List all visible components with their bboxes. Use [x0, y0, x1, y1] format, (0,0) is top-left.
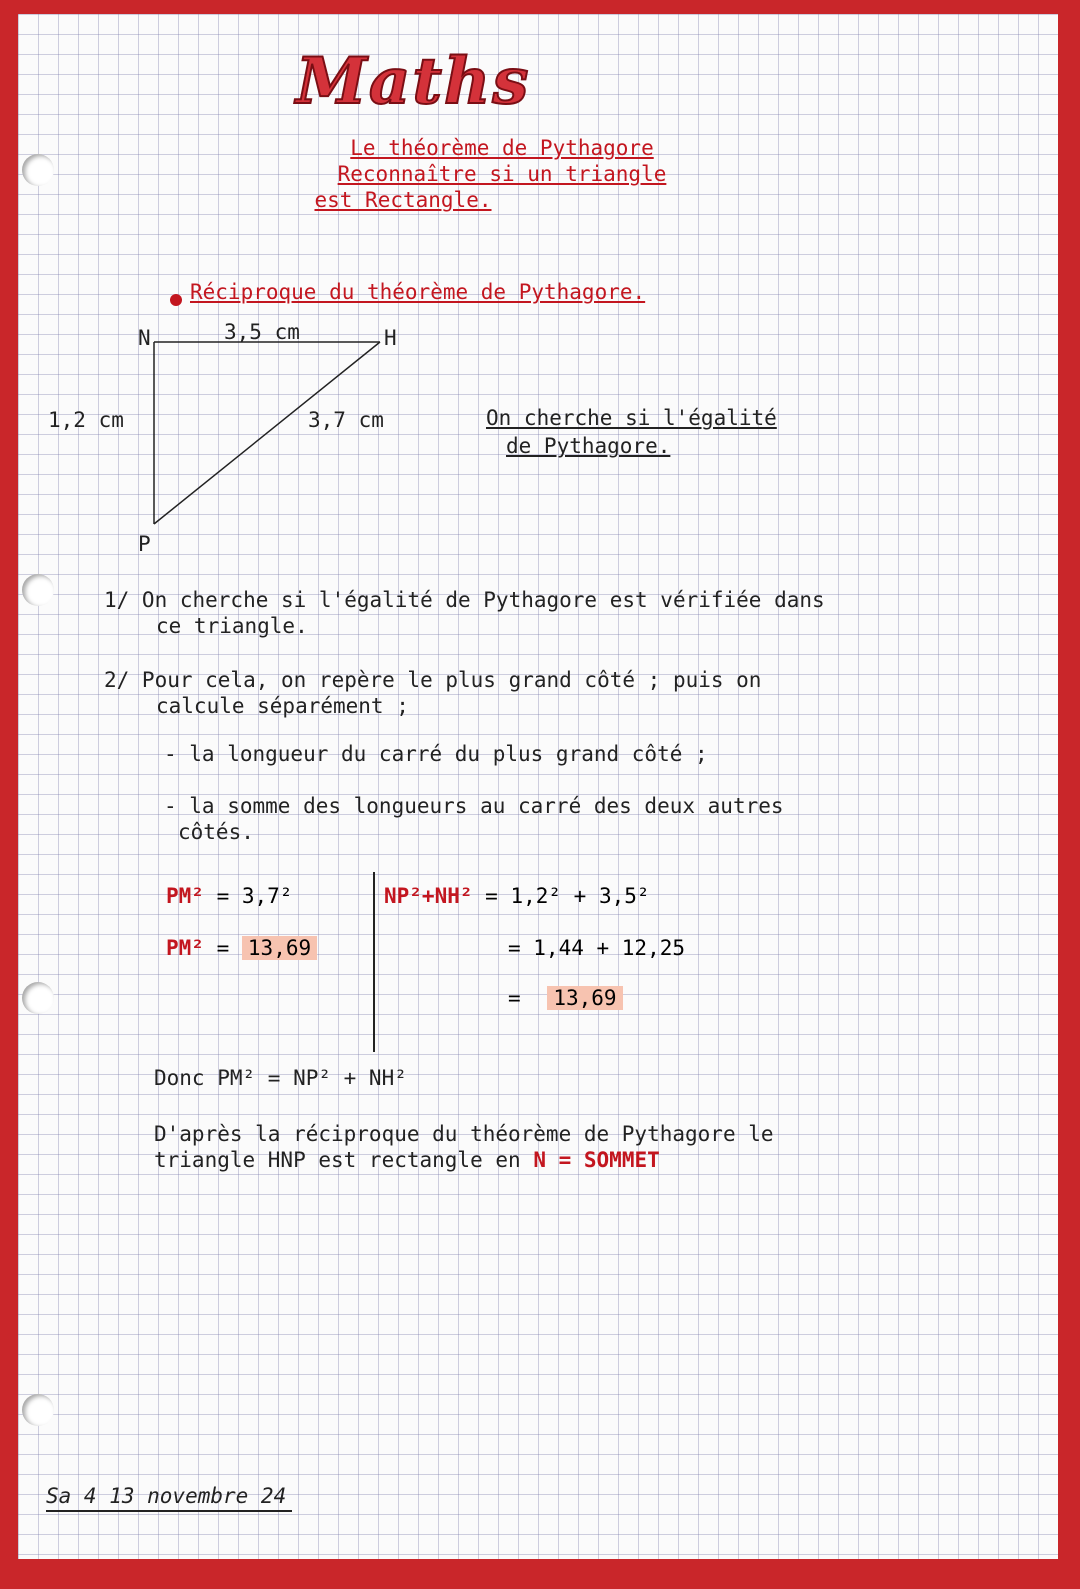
left-equation-1 [166, 884, 292, 908]
dash-item-2-line-2: côtés. [178, 820, 254, 844]
binder-hole [22, 574, 54, 606]
left-lhs-2: PM² [166, 936, 204, 960]
dash-item-2-line-1: - la somme des longueurs au carré des deux autres [164, 794, 784, 818]
right-triangle-figure [18, 14, 1058, 574]
right-equation-3 [508, 986, 623, 1010]
right-rhs-3-eq: = [508, 986, 521, 1010]
step-2-line-2: calcule séparément ; [156, 694, 409, 718]
left-lhs-1: PM² [166, 884, 204, 908]
subtitle-line-1: Le théorème de Pythagore [350, 136, 654, 160]
conclusion-line-3 [154, 1148, 660, 1172]
subtitle-line-3: est Rectangle. [314, 188, 492, 212]
conclusion-line-2: D'après la réciproque du théorème de Pythagore le [154, 1122, 774, 1146]
date-footer: Sa 4 13 novembre 24 [46, 1484, 292, 1512]
conclusion-line-3-text: triangle HNP est rectangle en [154, 1148, 521, 1172]
right-equation-2: = 1,44 + 12,25 [508, 936, 686, 960]
aside-note-line-2: de Pythagore. [506, 434, 671, 458]
step-2-line-1: 2/ Pour cela, on repère le plus grand côté ; puis on [104, 668, 762, 692]
right-equation-1 [384, 884, 650, 908]
step-1-line-1: 1/ On cherche si l'égalité de Pythagore est vérifiée dans [104, 588, 825, 612]
side-nh-length: 3,5 cm [224, 320, 300, 344]
section-heading: Réciproque du théorème de Pythagore. [190, 280, 646, 304]
side-ph-line [154, 342, 380, 524]
left-rhs-1: = 3,7² [216, 884, 293, 908]
dash-item-1: - la longueur du carré du plus grand côté ; [164, 742, 708, 766]
left-result-highlight: 13,69 [242, 936, 317, 960]
vertical-divider [373, 872, 375, 1052]
conclusion-vertex-highlight: N = SOMMET [533, 1148, 660, 1172]
side-ph-length: 3,7 cm [308, 408, 384, 432]
right-result-highlight: 13,69 [547, 986, 622, 1010]
subtitle-line-2: Reconnaître si un triangle [337, 162, 667, 186]
side-np-length: 1,2 cm [48, 408, 124, 432]
binder-hole [22, 1394, 54, 1426]
binder-hole [22, 982, 54, 1014]
left-rhs-2-eq: = [216, 936, 230, 960]
page-title: Maths [296, 44, 531, 119]
vertex-h-label: H [384, 326, 397, 350]
vertex-n-label: N [138, 326, 151, 350]
right-lhs: NP²+NH² [384, 884, 473, 908]
vertex-p-label: P [138, 532, 151, 556]
aside-note-line-1: On cherche si l'égalité [486, 406, 777, 430]
conclusion-line-1: Donc PM² = NP² + NH² [154, 1066, 407, 1090]
notebook-page [18, 14, 1058, 1559]
step-1-line-2: ce triangle. [156, 614, 308, 638]
right-rhs-1: = 1,2² + 3,5² [485, 884, 650, 908]
left-equation-2 [166, 936, 317, 960]
